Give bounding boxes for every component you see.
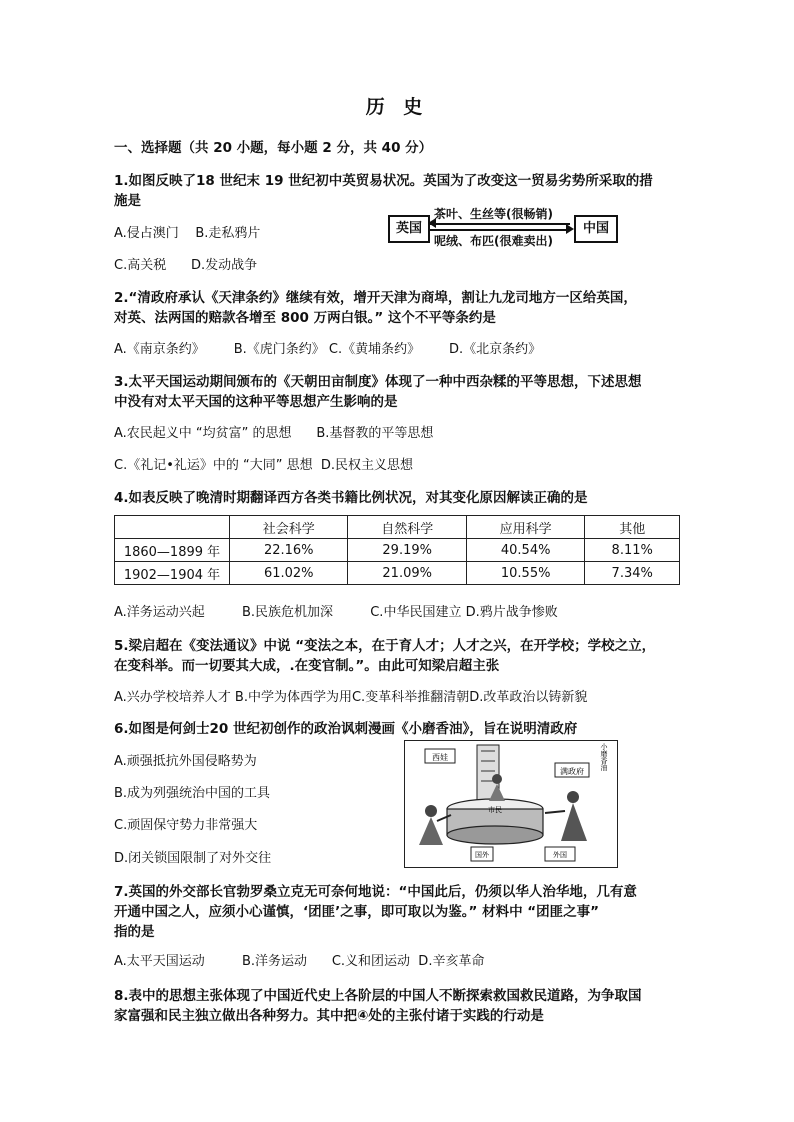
- export-goods-label: 茶叶、生丝等(很畅销): [434, 207, 553, 221]
- q3-options-row1: A.农民起义中 “均贫富” 的思想 B.基督教的平等思想: [114, 426, 434, 441]
- q7-stem-line2: 开通中国之人，应须小心谨慎，‘团匪’之事，即可取以为鉴。” 材料中 “团匪之事”: [114, 904, 600, 920]
- q2-stem-line2: 对英、法两国的赔款各增至 800 万两白银。” 这个不平等条约是: [114, 310, 496, 326]
- q2-stem-line1: 2.“清政府承认《天津条约》继续有效，增开天津为商埠，割让九龙司地方一区给英国，: [114, 290, 637, 306]
- q1-stem-line2: 施是: [114, 193, 141, 209]
- q3-options-row2: C.《礼记•礼运》中的 “大同” 思想 D.民权主义思想: [114, 458, 414, 473]
- table-cell: 7.34%: [585, 562, 680, 585]
- q3-stem-line1: 3.太平天国运动期间颁布的《天朝田亩制度》体现了一种中西杂糅的平等思想，下述思想: [114, 374, 642, 390]
- table-header-cell: 其他: [585, 516, 680, 539]
- table-cell: 1860—1899 年: [115, 539, 230, 562]
- q5-stem-line2: 在变科举。而一切要其大成，.在变官制。”。由此可知梁启超主张: [114, 658, 500, 674]
- q6-stem-line1: 6.如图是何剑士20 世纪初创作的政治讽刺漫画《小磨香油》，旨在说明清政府: [114, 721, 578, 737]
- table-row: [115, 562, 680, 585]
- page-title: 历 史: [365, 96, 429, 118]
- translation-table: [114, 515, 680, 585]
- q7-stem-line3: 指的是: [114, 924, 155, 940]
- q6-option-d: D.闭关锁国限制了对外交往: [114, 851, 272, 866]
- table-header-cell: 应用科学: [466, 516, 584, 539]
- table-header-row: [115, 516, 680, 539]
- trade-diagram: [388, 205, 618, 251]
- q8-stem-line2: 家富强和民主独立做出各种努力。其中把④处的主张付诸于实践的行动是: [114, 1008, 544, 1024]
- table-header-cell: 自然科学: [348, 516, 466, 539]
- table-cell: 40.54%: [466, 539, 584, 562]
- q1-options-row2: C.高关税 D.发动战争: [114, 258, 258, 273]
- q7-options: A.太平天国运动 B.洋务运动 C.义和团运动 D.辛亥革命: [114, 954, 485, 969]
- arrow-bottom-line: [430, 229, 570, 231]
- import-goods-label: 呢绒、布匹(很难卖出): [434, 234, 553, 248]
- q3-stem-line2: 中没有对太平天国的这种平等思想产生影响的是: [114, 394, 398, 410]
- arrow-left-icon: [428, 218, 436, 228]
- q6-option-a: A.顽强抵抗外国侵略势为: [114, 754, 257, 769]
- arrow-top-line: [430, 223, 570, 225]
- arrow-right-icon: [566, 224, 574, 234]
- cartoon-label-mill: 市民: [488, 806, 502, 814]
- table-header-cell: 社会科学: [230, 516, 348, 539]
- q1-options-row1: A.侵占澳门 B.走私鸦片: [114, 226, 261, 241]
- q6-option-b: B.成为列强统治中国的工具: [114, 786, 271, 801]
- q6-option-c: C.顽固保守势力非常强大: [114, 818, 258, 833]
- q4-stem-line1: 4.如表反映了晚清时期翻译西方各类书籍比例状况，对其变化原因解读正确的是: [114, 490, 588, 506]
- table-cell: 22.16%: [230, 539, 348, 562]
- cartoon-illustration: [405, 741, 617, 867]
- table-header-cell: [115, 516, 230, 539]
- cartoon-label-bottom-right: 外国: [553, 851, 567, 859]
- q8-stem-line1: 8.表中的思想主张体现了中国近代史上各阶层的中国人不断探索救国救民道路，为争取国: [114, 988, 642, 1004]
- cartoon-label-bottom-left: 国外: [475, 851, 489, 859]
- cartoon-label-right: 满政府: [560, 767, 584, 776]
- table-cell: 21.09%: [348, 562, 466, 585]
- table-cell: 10.55%: [466, 562, 584, 585]
- q5-options: A.兴办学校培养人才 B.中学为体西学为用C.变革科举推翻清朝D.改革政治以铸新貌: [114, 690, 588, 705]
- table-cell: 61.02%: [230, 562, 348, 585]
- q4-options: A.洋务运动兴起 B.民族危机加深 C.中华民国建立 D.鸦片战争惨败: [114, 605, 558, 620]
- china-box: 中国: [574, 215, 618, 243]
- table-cell: 8.11%: [585, 539, 680, 562]
- q1-stem-line1: 1.如图反映了18 世纪末 19 世纪初中英贸易状况。英国为了改变这一贸易劣势所采取的措: [114, 173, 653, 189]
- section-heading: 一、选择题（共 20 小题，每小题 2 分，共 40 分）: [114, 140, 433, 156]
- table-cell: 29.19%: [348, 539, 466, 562]
- britain-box: 英国: [388, 215, 430, 243]
- table-row: [115, 539, 680, 562]
- q2-options: A.《南京条约》 B.《虎门条约》 C.《黄埔条约》 D.《北京条约》: [114, 342, 542, 357]
- q7-stem-line1: 7.英国的外交部长官勃罗桑立克无可奈何地说：“中国此后，仍须以华人治华地，几有意: [114, 884, 637, 900]
- cartoon-side-title: 小磨香油: [600, 743, 608, 771]
- table-cell: 1902—1904 年: [115, 562, 230, 585]
- cartoon-label-left: 西娃: [432, 753, 448, 762]
- q5-stem-line1: 5.梁启超在《变法通议》中说 “变法之本，在于育人才；人才之兴，在开学校；学校之立，: [114, 638, 656, 654]
- political-cartoon: [404, 740, 618, 868]
